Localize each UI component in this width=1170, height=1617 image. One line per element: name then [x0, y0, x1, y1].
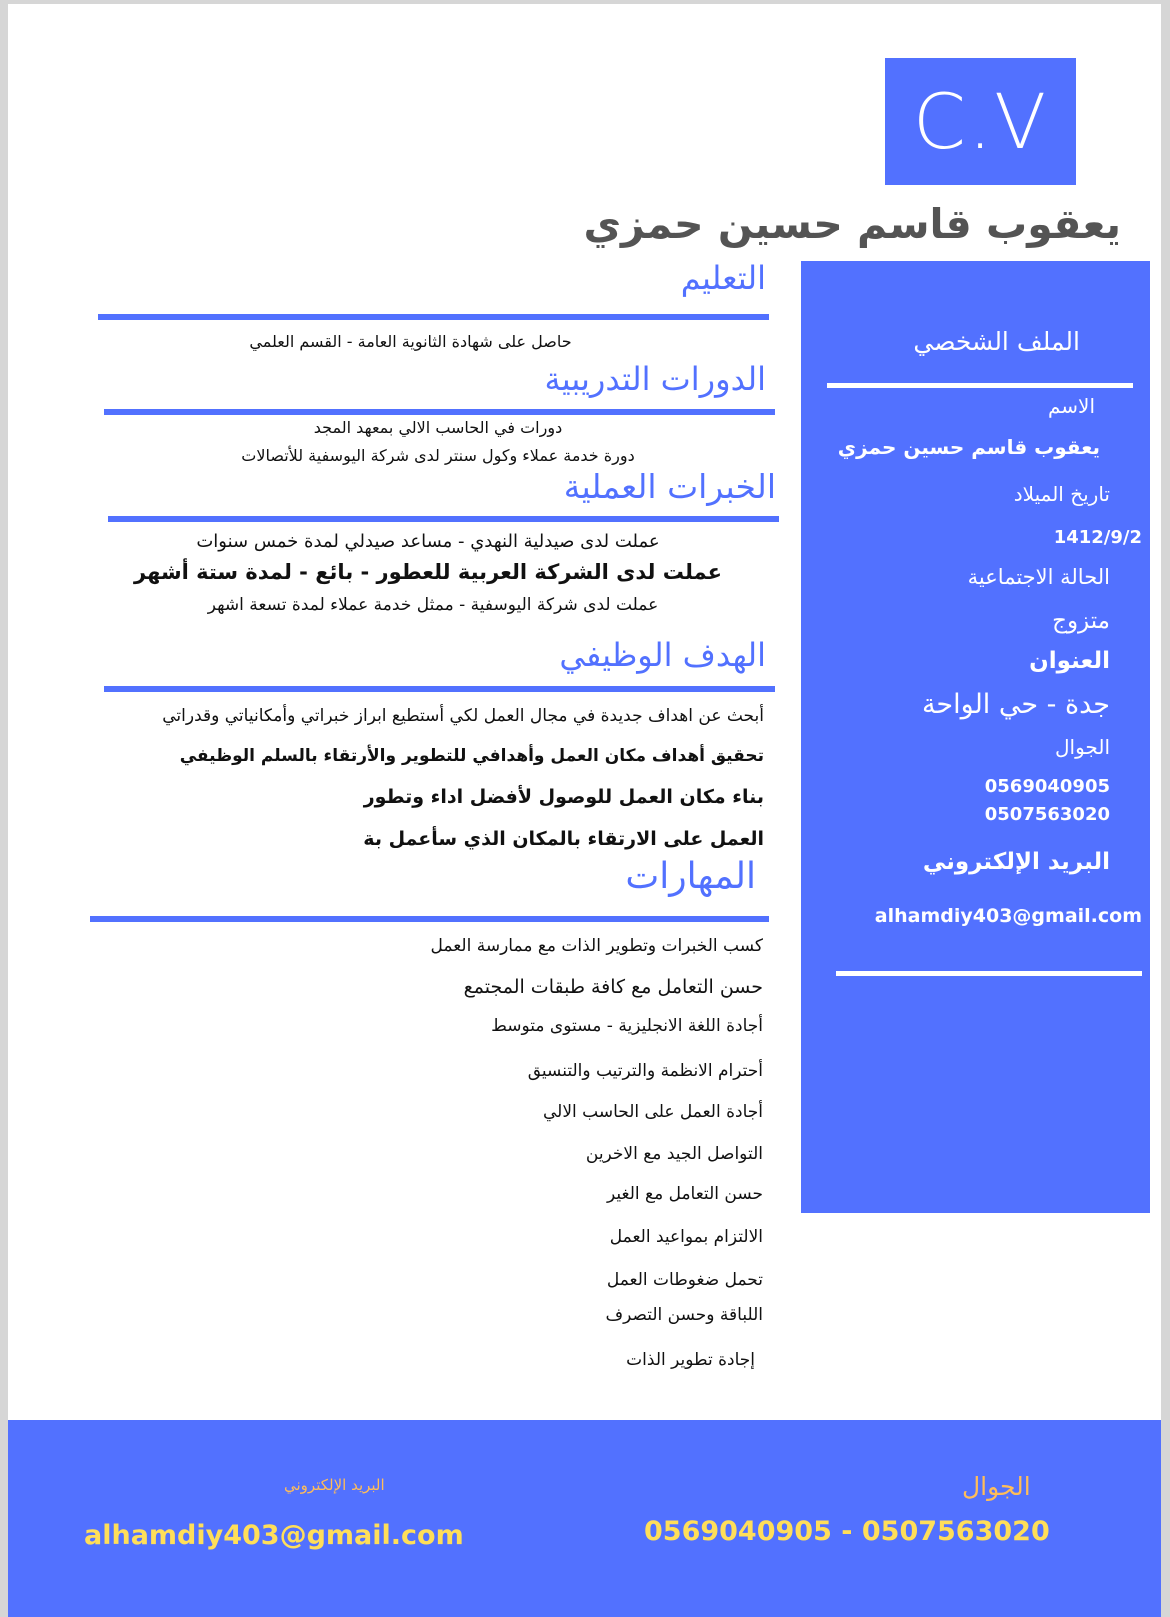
email-label: البريد الإلكتروني [922, 849, 1110, 875]
skill-item: تحمل ضغوطات العمل [606, 1270, 763, 1290]
experience-item: عملت لدى الشركة العربية للعطور - بائع - لمدة ستة أشهر [134, 560, 722, 584]
education-item: حاصل على شهادة الثانوية العامة - القسم العلمي [249, 332, 572, 351]
email-value[interactable]: alhamdiy403@gmail.com [874, 905, 1142, 927]
objective-item: أبحث عن اهداف جديدة في مجال العمل لكي أستطيع ابراز خبراتي وأمكانياتي وقدراتي [162, 706, 764, 726]
marital-label: الحالة الاجتماعية [967, 565, 1110, 589]
skill-item: حسن التعامل مع الغير [607, 1184, 763, 1204]
birth-value: 1412/9/2 [1053, 527, 1142, 548]
address-label: العنوان [1029, 648, 1110, 674]
skills-rule [90, 916, 769, 922]
footer-email-value[interactable]: alhamdiy403@gmail.com [84, 1520, 464, 1551]
page-title: يعقوب قاسم حسين حمزي [583, 200, 1121, 248]
skill-item: حسن التعامل مع كافة طبقات المجتمع [463, 976, 763, 998]
cv-badge-label: C.V [912, 77, 1049, 166]
skill-item: أحترام الانظمة والترتيب والتنسيق [527, 1061, 763, 1081]
contact-footer [8, 1420, 1161, 1617]
course-item: دورة خدمة عملاء وكول سنتر لدى شركة اليوسفية للأتصالات [241, 446, 635, 465]
skill-item: إجادة تطوير الذات [626, 1350, 755, 1370]
courses-heading: الدورات التدريبية [544, 360, 766, 398]
objective-item: العمل على الارتقاء بالمكان الذي سأعمل بة [363, 828, 764, 850]
experience-item: عملت لدى صيدلية النهدي - مساعد صيدلي لمدة خمس سنوات [196, 531, 660, 552]
profile-sidebar [801, 261, 1150, 1213]
name-label: الاسم [1047, 394, 1095, 418]
skill-item: اللباقة وحسن التصرف [605, 1305, 763, 1325]
mobile-label: الجوال [1055, 735, 1110, 759]
objective-item: بناء مكان العمل للوصول لأفضل اداء وتطور [363, 786, 764, 808]
skill-item: أجادة العمل على الحاسب الالي [542, 1102, 763, 1122]
experience-item: عملت لدى شركة اليوسفية - ممثل خدمة عملاء لمدة تسعة اشهر [207, 595, 659, 615]
education-heading: التعليم [680, 259, 766, 297]
skill-item: كسب الخبرات وتطوير الذات مع ممارسة العمل [430, 936, 763, 956]
profile-title: الملف الشخصي [913, 327, 1080, 356]
cv-badge [885, 58, 1076, 185]
courses-rule [104, 409, 775, 415]
marital-value: متزوج [1052, 608, 1110, 634]
sidebar-divider [836, 971, 1142, 976]
skill-item: الالتزام بمواعيد العمل [609, 1227, 763, 1247]
mobile-1: 0569040905 [984, 776, 1110, 797]
experience-rule [108, 516, 779, 522]
course-item: دورات في الحاسب الالي بمعهد المجد [313, 418, 563, 437]
skills-heading: المهارات [625, 856, 756, 897]
experience-heading: الخبرات العملية [563, 467, 776, 506]
birth-label: تاريخ الميلاد [1013, 482, 1110, 506]
objective-item: تحقيق أهداف مكان العمل وأهدافي للتطوير والأرتقاء بالسلم الوظيفي [179, 746, 764, 766]
address-value: جدة - حي الواحة [921, 689, 1110, 720]
objective-rule [104, 686, 775, 692]
cv-page [8, 4, 1161, 1617]
objective-heading: الهدف الوظيفي [559, 636, 766, 674]
profile-divider [827, 383, 1133, 388]
skill-item: التواصل الجيد مع الاخرين [585, 1144, 763, 1164]
footer-mobile-label: الجوال [962, 1472, 1031, 1501]
education-rule [98, 314, 769, 320]
name-value: يعقوب قاسم حسين حمزي [837, 435, 1100, 459]
skill-item: أجادة اللغة الانجليزية - مستوى متوسط [491, 1016, 763, 1036]
footer-mobile-value: 0569040905 - 0507563020 [644, 1516, 1050, 1547]
mobile-2: 0507563020 [984, 804, 1110, 825]
footer-email-label: البريد الإلكتروني [284, 1476, 385, 1494]
